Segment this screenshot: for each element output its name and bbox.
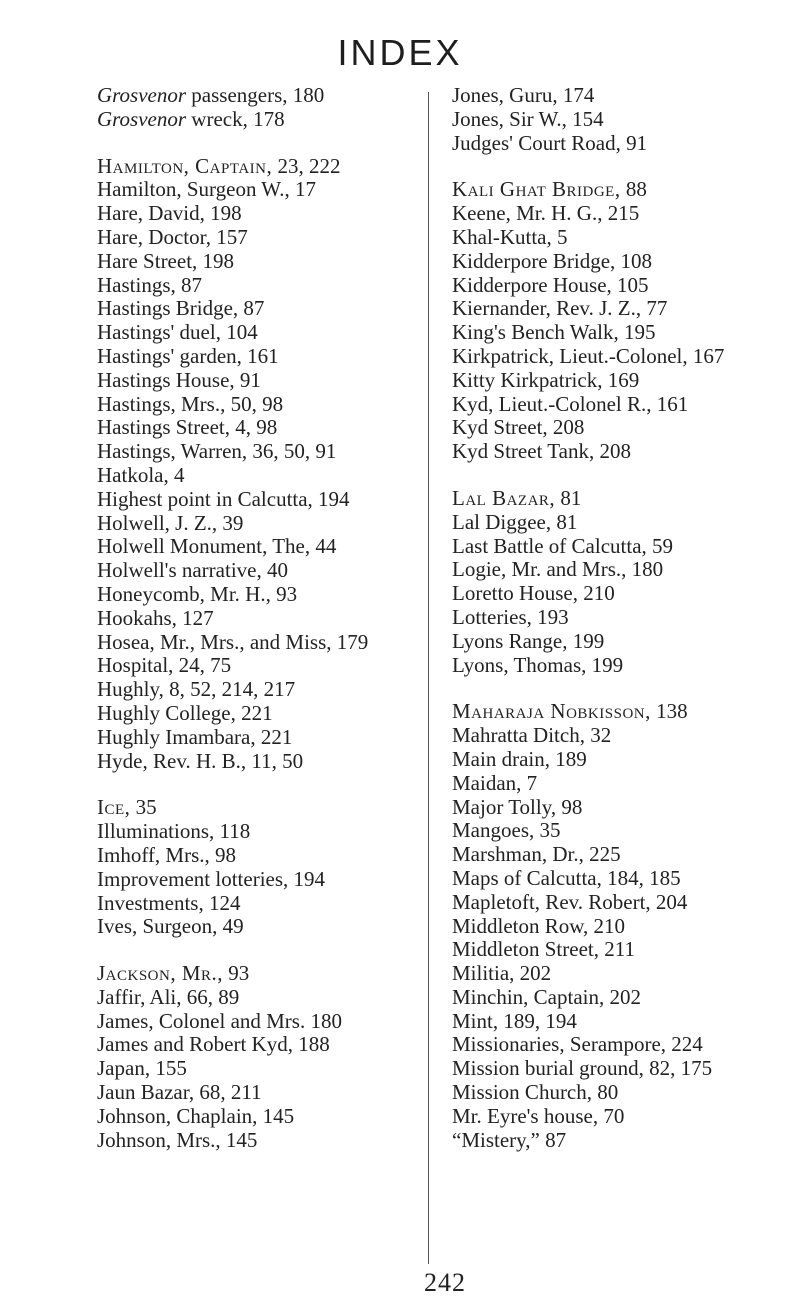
- index-section: [452, 178, 792, 464]
- index-entry: Kiernander, Rev. J. Z., 77: [452, 296, 668, 321]
- index-entry-pages: 35: [130, 795, 157, 820]
- index-entry: Keene, Mr. H. G., 215: [452, 201, 640, 226]
- index-entry-letter-heading: Ice,: [97, 795, 131, 820]
- index-section: [452, 487, 792, 677]
- index-entry: Hatkola, 4: [97, 462, 185, 487]
- index-entry: Improvement lotteries, 194: [97, 866, 326, 891]
- index-entry: Last Battle of Calcutta, 59: [452, 533, 674, 558]
- index-entry: Lyons Range, 199: [452, 628, 605, 653]
- index-entry: Hamilton, Surgeon W., 17: [97, 177, 316, 202]
- index-entry: Mission Church, 80: [452, 1080, 619, 1105]
- index-entry: Johnson, Mrs., 145: [97, 1127, 258, 1152]
- index-entry: Hookahs, 127: [97, 605, 214, 630]
- index-entry: Hare, David, 198: [97, 201, 242, 226]
- index-entry: King's Bench Walk, 195: [452, 320, 656, 345]
- index-entry: [97, 84, 427, 108]
- index-entry-letter-heading: Maharaja Nobkisson,: [452, 699, 651, 724]
- index-entry: Minchin, Captain, 202: [452, 984, 641, 1009]
- index-section: [97, 155, 427, 774]
- index-entry-pages: 81: [555, 485, 582, 510]
- index-entry: Jaun Bazar, 68, 211: [97, 1080, 262, 1105]
- index-entry: Honeycomb, Mr. H., 93: [97, 581, 298, 606]
- index-entry: Hospital, 24, 75: [97, 653, 232, 678]
- page-number: 242: [424, 1268, 466, 1297]
- index-entry: Hughly Imambara, 221: [97, 724, 293, 749]
- index-entry: Kyd Street Tank, 208: [452, 439, 631, 464]
- index-entry: Imhoff, Mrs., 98: [97, 842, 237, 867]
- index-entry-pages: passengers, 180: [186, 83, 325, 107]
- index-entry: Kyd, Lieut.-Colonel R., 161: [452, 391, 689, 416]
- column-divider: [428, 92, 429, 1264]
- index-entry: Hastings' garden, 161: [97, 343, 279, 368]
- index-entry: Japan, 155: [97, 1056, 187, 1081]
- index-entry: James and Robert Kyd, 188: [97, 1032, 330, 1057]
- index-entry: Hastings, 87: [97, 272, 202, 297]
- index-entry: Holwell's narrative, 40: [97, 558, 288, 583]
- index-entry: Highest point in Calcutta, 194: [97, 486, 350, 511]
- index-entry-pages: 88: [620, 177, 647, 202]
- index-entry: [97, 962, 427, 986]
- index-entry: Lyons, Thomas, 199: [452, 652, 624, 677]
- index-column-right: [452, 84, 792, 1175]
- index-entry: Kyd Street, 208: [452, 415, 585, 440]
- index-entry: Mangoes, 35: [452, 818, 561, 843]
- index-entry: Jaffir, Ali, 66, 89: [97, 984, 240, 1009]
- index-entry-pages: 138: [650, 699, 688, 724]
- index-entry: Loretto House, 210: [452, 581, 615, 606]
- index-entry: Maidan, 7: [452, 770, 538, 795]
- index-entry: Hastings, Warren, 36, 50, 91: [97, 439, 337, 464]
- index-section: [97, 796, 427, 939]
- index-section: [97, 962, 427, 1152]
- index-entry: Illuminations, 118: [97, 819, 251, 844]
- index-entry: Middleton Street, 211: [452, 937, 635, 962]
- index-entry: Holwell Monument, The, 44: [97, 534, 337, 559]
- index-entry: Kitty Kirkpatrick, 169: [452, 367, 640, 392]
- index-entry: Holwell, J. Z., 39: [97, 510, 244, 535]
- index-entry: Logie, Mr. and Mrs., 180: [452, 557, 664, 582]
- index-entry-pages: wreck, 178: [186, 106, 285, 131]
- index-entry: [97, 796, 427, 820]
- index-entry-letter-heading: Kali Ghat Bridge,: [452, 177, 621, 202]
- index-entry: Middleton Row, 210: [452, 913, 626, 938]
- index-entry: Mint, 189, 194: [452, 1008, 577, 1033]
- index-entry: Militia, 202: [452, 961, 552, 986]
- index-entry: Major Tolly, 98: [452, 794, 583, 819]
- index-entry: [452, 700, 792, 724]
- index-entry-italic-term: Grosvenor: [97, 106, 187, 131]
- index-entry: Mission burial ground, 82, 175: [452, 1056, 713, 1081]
- index-entry: Hastings House, 91: [97, 367, 261, 392]
- index-entry: Mr. Eyre's house, 70: [452, 1103, 625, 1128]
- index-entry: Hosea, Mr., Mrs., and Miss, 179: [97, 629, 369, 654]
- index-entry: [97, 155, 427, 179]
- index-entry: Mapletoft, Rev. Robert, 204: [452, 889, 688, 914]
- index-entry: Hastings' duel, 104: [97, 320, 258, 345]
- index-entry: [452, 487, 792, 511]
- index-entry: Kidderpore House, 105: [452, 272, 649, 297]
- index-section: [452, 84, 792, 155]
- index-entry: Hastings Street, 4, 98: [97, 415, 278, 440]
- index-entry: Hastings, Mrs., 50, 98: [97, 391, 284, 416]
- index-entry-italic-term: Grosvenor: [97, 83, 187, 107]
- index-entry: [452, 178, 792, 202]
- index-entry: Jones, Sir W., 154: [452, 106, 604, 131]
- index-entry: Hare Street, 198: [97, 248, 235, 273]
- index-entry-pages: 23, 222: [272, 153, 341, 178]
- index-entry: Kidderpore Bridge, 108: [452, 248, 653, 273]
- index-entry-letter-heading: Jackson, Mr.,: [97, 961, 224, 986]
- index-entry-letter-heading: Hamilton, Captain,: [97, 153, 273, 178]
- page-title: INDEX: [337, 32, 463, 73]
- index-entry: Hyde, Rev. H. B., 11, 50: [97, 748, 304, 773]
- index-entry-letter-heading: Lal Bazar,: [452, 485, 556, 510]
- index-entry: “Mistery,” 87: [452, 1127, 567, 1152]
- index-entry: Lal Diggee, 81: [452, 509, 578, 534]
- index-entry: Mahratta Ditch, 32: [452, 723, 612, 748]
- index-entry: Maps of Calcutta, 184, 185: [452, 865, 681, 890]
- index-entry: James, Colonel and Mrs. 180: [97, 1008, 342, 1033]
- index-entry: Lotteries, 193: [452, 604, 569, 629]
- index-entry: Marshman, Dr., 225: [452, 842, 621, 867]
- index-entry: Investments, 124: [97, 890, 241, 915]
- index-entry: Ives, Surgeon, 49: [97, 914, 244, 939]
- index-section: [452, 700, 792, 1152]
- index-entry: Hughly College, 221: [97, 700, 273, 725]
- index-entry: Hastings Bridge, 87: [97, 296, 265, 321]
- index-entry: Kirkpatrick, Lieut.-Colonel, 167: [452, 343, 725, 368]
- index-entry: Main drain, 189: [452, 746, 587, 771]
- index-entry: Khal-Kutta, 5: [452, 224, 568, 249]
- index-entry-pages: 93: [223, 961, 250, 986]
- index-entry: Judges' Court Road, 91: [452, 130, 648, 155]
- index-entry: [97, 108, 427, 132]
- index-column-left: [97, 84, 427, 1175]
- index-entry: Hughly, 8, 52, 214, 217: [97, 677, 296, 702]
- index-entry: Jones, Guru, 174: [452, 83, 595, 107]
- index-section: [97, 84, 427, 132]
- index-entry: Johnson, Chaplain, 145: [97, 1103, 295, 1128]
- index-entry: Hare, Doctor, 157: [97, 224, 248, 249]
- index-entry: Missionaries, Serampore, 224: [452, 1032, 703, 1057]
